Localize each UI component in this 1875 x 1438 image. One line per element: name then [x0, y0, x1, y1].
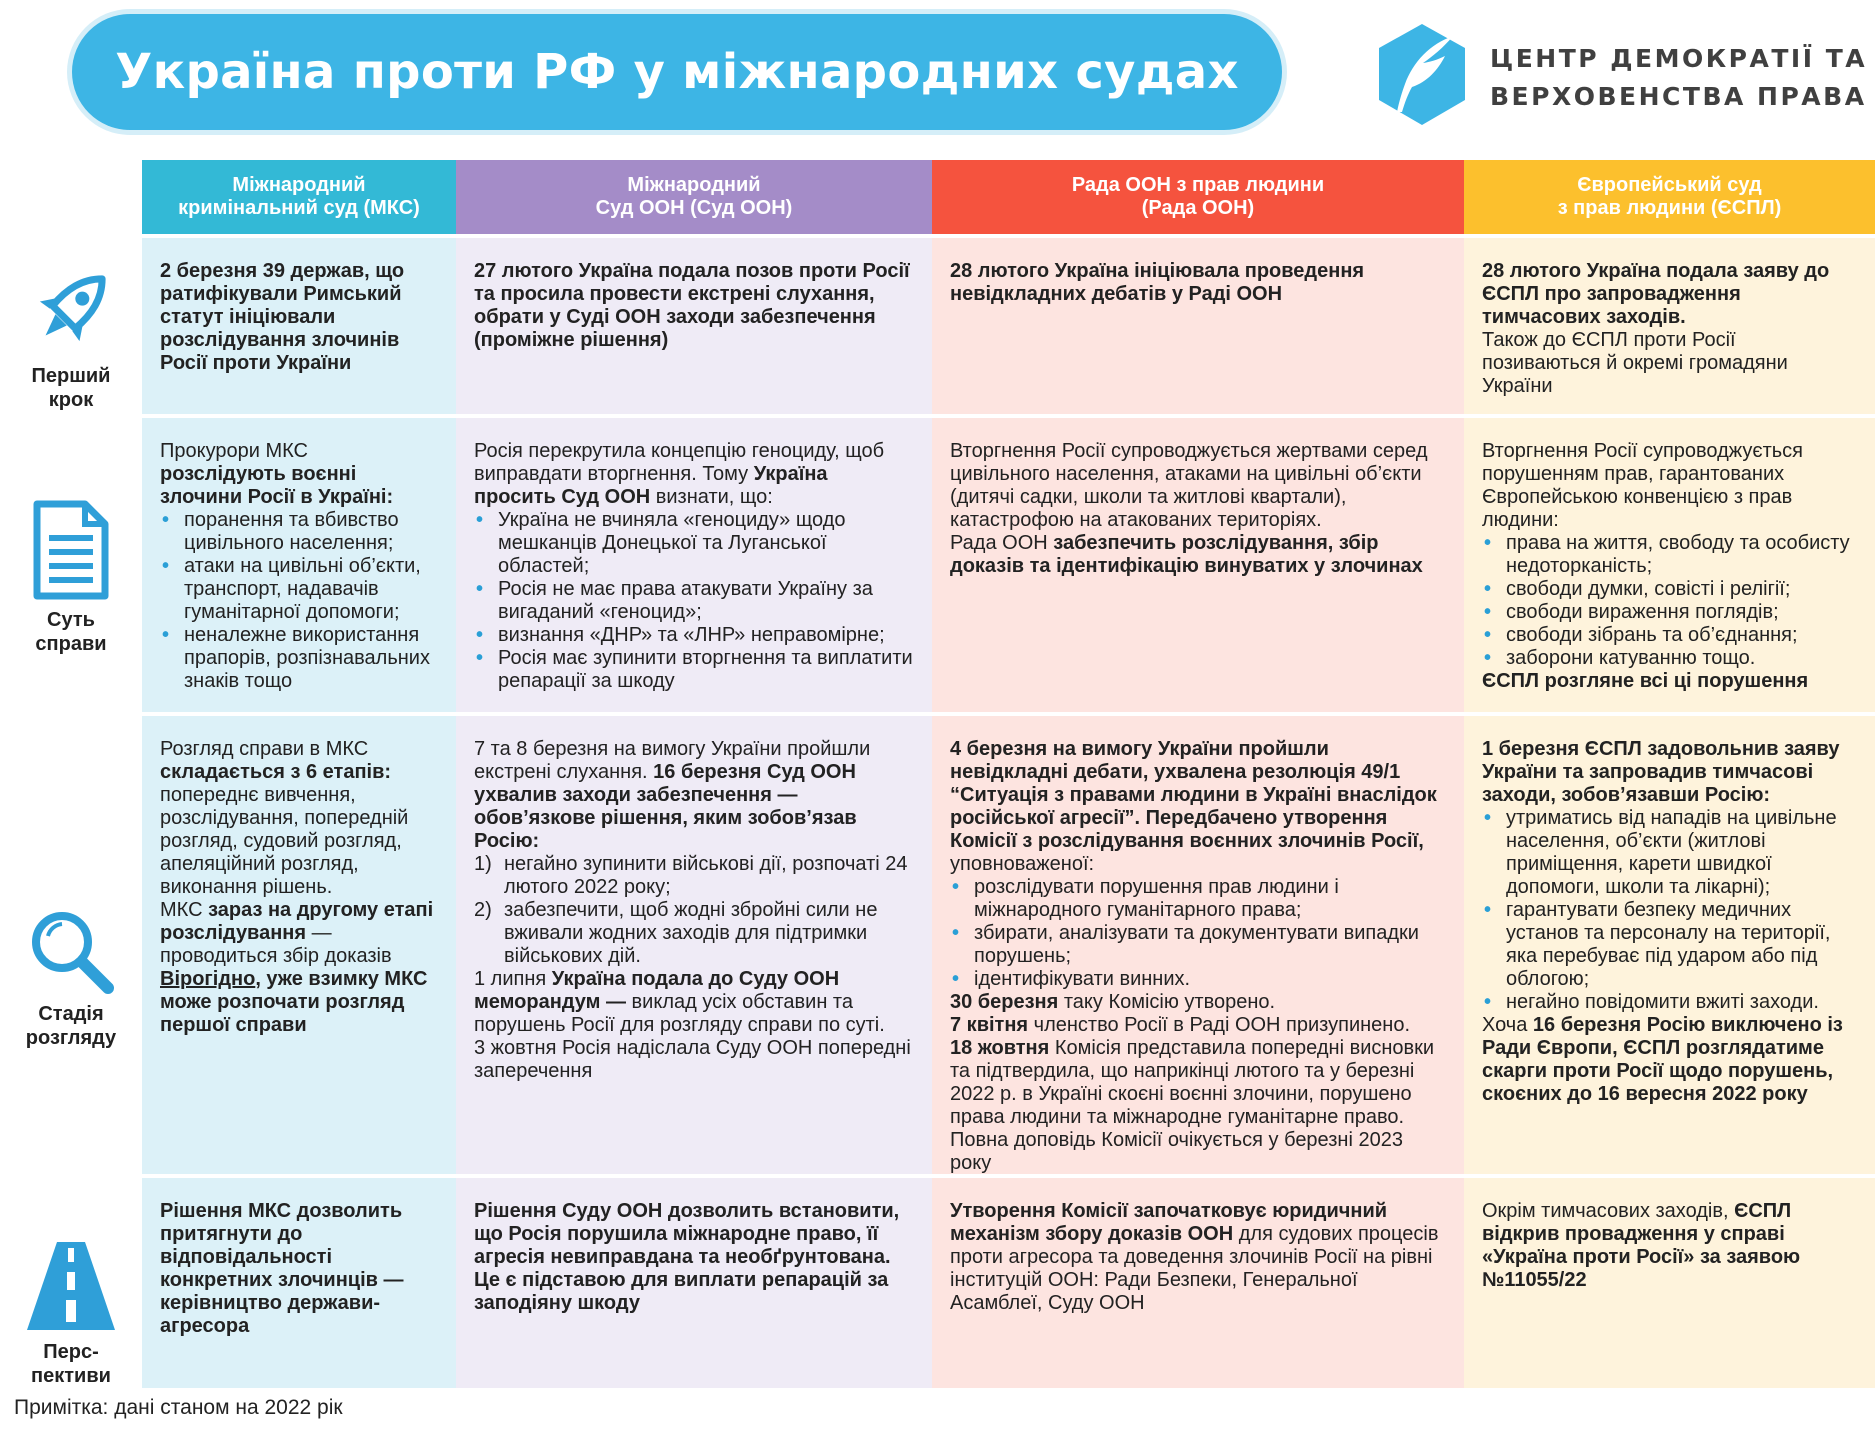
footnote: Примітка: дані станом на 2022 рік	[14, 1396, 343, 1419]
row-label-case-essence: Суть справи	[0, 498, 142, 656]
magnifier-icon	[26, 906, 116, 996]
row-label-review-stage: Стадія розгляду	[0, 906, 142, 1050]
cell-unhrc-case-essence: Вторгнення Росії супроводжується жертвами серед цивільного населення, атаками на цивільні об’єкти (дитячі садки, школи та житлові квартали), катастрофою на атакованих територіях. Рада ООН забезпечить розслідування, збір доказів та ідентифікацію винуватих у злочинах	[932, 414, 1464, 712]
rocket-icon	[23, 262, 119, 358]
list-item: • свободи вираження поглядів;	[1482, 601, 1857, 624]
page-title: Україна проти РФ у міжнародних судах	[115, 44, 1239, 100]
cell-icj-review-stage: 7 та 8 березня на вимогу України пройшли екстрені слухання. 16 березня Суд ООН ухвалив заходи забезпечення — обов’язкове рішення, яким зобов’язав Росію: 1) негайно зупинити військові дії, розпочаті 24 лютого 2022 року; 2) забезпечити, щоб жодні збройні сили не вживали жодних заходів для підтримки військових дій. 1 липня Україна подала до Суду ООН меморандум — виклад усіх обставин та порушень Росії для розгляду справи по суті. 3 жовтня Росія надіслала Суду ООН попередні заперечення	[456, 712, 932, 1174]
list-item: • Росія не має права атакувати Україну за вигаданий «геноцид»;	[474, 578, 914, 624]
list-item: 1) негайно зупинити військові дії, розпочаті 24 лютого 2022 року;	[474, 853, 908, 898]
list-item: • свободи думки, совісті і релігії;	[1482, 578, 1857, 601]
list-item: • збирати, аналізувати та документувати випадки порушень;	[950, 922, 1446, 968]
list-item: • визнання «ДНР» та «ЛНР» неправомірне;	[474, 624, 914, 647]
list-item: • неналежне використання прапорів, розпізнавальних знаків тощо	[160, 624, 438, 693]
column-header-unhrc: Рада ООН з прав людини (Рада ООН)	[932, 160, 1464, 234]
list-item: • розслідувати порушення прав людини і міжнародного гуманітарного права;	[950, 876, 1446, 922]
list-item: • Україна не вчиняла «геноциду» щодо мешканців Донецької та Луганської областей;	[474, 509, 914, 578]
list-item: • ідентифікувати винних.	[950, 968, 1446, 991]
list-item: 2) забезпечити, щоб жодні збройні сили не вживали жодних заходів для підтримки військових дій.	[474, 899, 878, 967]
quill-logo-icon	[1375, 22, 1470, 127]
cell-icj-case-essence: Росія перекрутила концепцію геноциду, щоб виправдати вторгнення. Тому Україна просить Суд ООН визнати, що: • Україна не вчиняла «геноциду» щодо мешканців Донецької та Луганської областей; • Росія не має права атакувати Україну за вигаданий «геноцид»; • визнання «ДНР» та «ЛНР» неправомірне; • Росія має зупинити вторгнення та виплатити репарації за шкоду	[456, 414, 932, 712]
list-item: • утриматись від нападів на цивільне населення, об’єкти (житлові приміщення, карети швидкої допомоги, школи та лікарні);	[1482, 807, 1857, 899]
list-item: • гарантувати безпеку медичних установ та персоналу на території, яка перебуває під ударом або під облогою;	[1482, 899, 1857, 991]
cell-icc-case-essence: Прокурори МКС розслідують воєнні злочини Росії в Україні: • поранення та вбивство цивільного населення; • атаки на цивільні об’єкти, транспорт, надавачів гуманітарної допомоги; • неналежне використання прапорів, розпізнавальних знаків тощо	[142, 414, 456, 712]
column-header-icc: Міжнародний кримінальний суд (МКС)	[142, 160, 456, 234]
list-item: • заборони катуванню тощо.	[1482, 647, 1857, 670]
list-item: • негайно повідомити вжиті заходи.	[1482, 991, 1857, 1014]
cell-icj-first-step: 27 лютого Україна подала позов проти Росії та просила провести екстрені слухання, обрати у Суді ООН заходи забезпечення (проміжне рішення)	[456, 234, 932, 414]
cell-echr-case-essence: Вторгнення Росії супроводжується порушенням прав, гарантованих Європейською конвенцією з прав людини: • права на життя, свободу та особисту недоторканість; • свободи думки, совісті і релігії; • свободи вираження поглядів; • свободи зібрань та об’єднання; • заборони катуванню тощо. ЄСПЛ розгляне всі ці порушення	[1464, 414, 1875, 712]
list-item: • поранення та вбивство цивільного населення;	[160, 509, 438, 555]
column-header-icj: Міжнародний Суд ООН (Суд ООН)	[456, 160, 932, 234]
cell-unhrc-first-step: 28 лютого Україна ініціювала проведення невідкладних дебатів у Раді ООН	[932, 234, 1464, 414]
cell-echr-prospects: Окрім тимчасових заходів, ЄСПЛ відкрив провадження у справі «Україна проти Росії» за заявою №11055/22	[1464, 1174, 1875, 1388]
list-item: • права на життя, свободу та особисту недоторканість;	[1482, 532, 1857, 578]
cell-unhrc-review-stage: 4 березня на вимогу України пройшли невідкладні дебати, ухвалена резолюція 49/1 “Ситуація з правами людини в Україні внаслідок російської агресії”. Передбачено утворення Комісії з розслідування воєнних злочинів Росії, уповноваженої: • розслідувати порушення прав людини і міжнародного гуманітарного права; • збирати, аналізувати та документувати випадки порушень; • ідентифікувати винних. 30 березня таку Комісію утворено. 7 квітня членство Росії в Раді ООН призупинено. 18 жовтня Комісія представила попередні висновки та підтвердила, що наприкінці лютого та у березні 2022 р. в Україні скоєні воєнні злочини, порушено права людини та міжнародне гуманітарне право. Повна доповідь Комісії очікується у березні 2023 року	[932, 712, 1464, 1174]
cell-unhrc-prospects: Утворення Комісії започатковує юридичний механізм збору доказів ООН для судових процесів проти агресора та доведення злочинів Росії на рівні інституцій ООН: Ради Безпеки, Генеральної Асамблеї, Суду ООН	[932, 1174, 1464, 1388]
cell-icc-review-stage: Розгляд справи в МКС складається з 6 етапів: попереднє вивчення, розслідування, попередній розгляд, судовий розгляд, апеляційний розгляд, виконання рішень. МКС зараз на другому етапі розслідування — проводиться збір доказів Вірогідно, уже взимку МКС може розпочати розгляд першої справи	[142, 712, 456, 1174]
cell-icc-first-step: 2 березня 39 держав, що ратифікували Римський статут ініціювали розслідування злочинів Росії проти України	[142, 234, 456, 414]
cell-icc-prospects: Рішення МКС дозволить притягнути до відповідальності конкретних злочинців — керівництво держави-агресора	[142, 1174, 456, 1388]
list-item: • атаки на цивільні об’єкти, транспорт, надавачів гуманітарної допомоги;	[160, 555, 438, 624]
list-item: • свободи зібрань та об’єднання;	[1482, 624, 1857, 647]
cell-echr-first-step: 28 лютого Україна подала заяву до ЄСПЛ про запровадження тимчасових заходів. Також до ЄСПЛ проти Росії позиваються й окремі громадяни України	[1464, 234, 1875, 414]
road-icon	[23, 1238, 119, 1334]
row-label-first-step: Перший крок	[0, 262, 142, 412]
list-item: • Росія має зупинити вторгнення та виплатити репарації за шкоду	[474, 647, 914, 693]
organization-name: ЦЕНТР ДЕМОКРАТІЇ ТА ВЕРХОВЕНСТВА ПРАВА	[1490, 44, 1868, 111]
courts-table	[142, 160, 1875, 1388]
column-header-echr: Європейський суд з прав людини (ЄСПЛ)	[1464, 160, 1875, 234]
cell-icj-prospects: Рішення Суду ООН дозволить встановити, що Росія порушила міжнародне право, її агресія невиправдана та необґрунтована. Це є підставою для виплати репарацій за заподіяну шкоду	[456, 1174, 932, 1388]
cell-echr-review-stage: 1 березня ЄСПЛ задовольнив заяву України та запровадив тимчасові заходи, зобов’язавши Росію: • утриматись від нападів на цивільне населення, об’єкти (житлові приміщення, карети швидкої допомоги, школи та лікарні); • гарантувати безпеку медичних установ та персоналу на території, яка перебуває під ударом або під облогою; • негайно повідомити вжиті заходи. Хоча 16 березня Росію виключено із Ради Європи, ЄСПЛ розглядатиме скарги проти Росії щодо порушень, скоєних до 16 вересня 2022 року	[1464, 712, 1875, 1174]
document-icon	[29, 498, 113, 602]
title-banner	[72, 14, 1282, 130]
row-label-prospects: Перс- пективи	[0, 1238, 142, 1388]
